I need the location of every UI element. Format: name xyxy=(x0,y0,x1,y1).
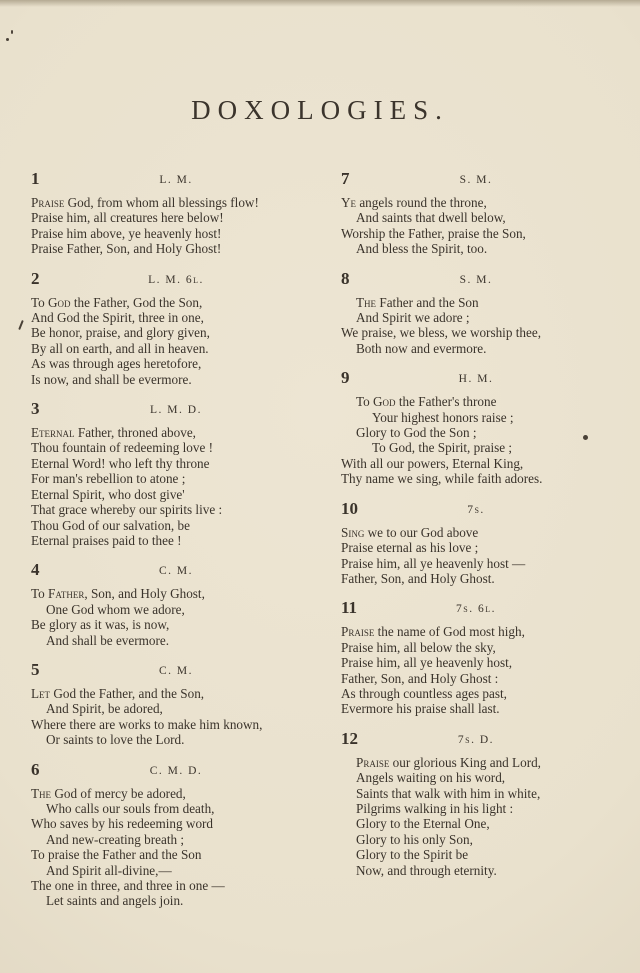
verse-line-text: Father, Son, and Holy Ghost. xyxy=(341,570,495,586)
hymn-heading xyxy=(341,500,611,520)
verse-line-text: With all our powers, Eternal King, xyxy=(341,455,524,471)
verse-line xyxy=(341,341,611,356)
hymn-meter: S. M. xyxy=(459,174,493,186)
lead-small-caps: Praise xyxy=(341,624,375,640)
verse-line-text: Where there are works to make him known, xyxy=(31,716,263,732)
verse-line-text: the Father, God the Son, xyxy=(70,294,203,310)
hymn-2 xyxy=(31,270,321,387)
verse-line xyxy=(341,241,611,256)
hymn-number: 10 xyxy=(341,498,358,518)
hymn-10 xyxy=(341,500,611,587)
verse-line xyxy=(31,210,321,225)
verse-line xyxy=(341,540,611,555)
verse-line xyxy=(31,863,321,878)
verse-line-text: Who calls our souls from death, xyxy=(46,800,215,816)
verse-line-text: Praise eternal as his love ; xyxy=(341,540,479,556)
hymn-meter: L. M. 6l. xyxy=(148,273,204,286)
hymn-11 xyxy=(341,599,611,716)
verse-line-text: That grace whereby our spirits live : xyxy=(31,502,223,518)
verse-line xyxy=(31,356,321,371)
verse-line xyxy=(31,717,321,732)
lead-small-caps: Father xyxy=(48,586,85,602)
hymn-6 xyxy=(31,761,321,909)
verse-line xyxy=(341,671,611,686)
hymn-meter: H. M. xyxy=(458,373,494,386)
verse-line xyxy=(31,832,321,847)
verse-line-text: Let saints and angels join. xyxy=(46,893,184,909)
verse-line xyxy=(341,325,611,340)
verse-line xyxy=(341,847,611,862)
verse-line xyxy=(341,394,611,409)
lead-small-caps: Eternal xyxy=(31,425,75,441)
verse-line xyxy=(341,556,611,571)
lead-small-caps: The xyxy=(356,294,377,310)
left-column xyxy=(31,170,321,922)
hymn-8 xyxy=(341,270,611,357)
lead-small-caps: Praise xyxy=(356,754,390,770)
hymn-number: 2 xyxy=(31,268,40,288)
verse-line xyxy=(341,226,611,241)
hymn-4 xyxy=(31,561,321,648)
verse-line-text: To God, the Spirit, praise ; xyxy=(372,440,513,456)
right-column xyxy=(341,170,611,891)
verse-line-text: Eternal Word! who left thy throne xyxy=(31,455,210,471)
verse-line-text: Father, Son, and Holy Ghost : xyxy=(341,670,499,686)
verse-line xyxy=(31,195,321,210)
hymn-5 xyxy=(31,661,321,748)
verse-line-text: To praise the Father and the Son xyxy=(31,847,202,863)
verse-line xyxy=(341,686,611,701)
verse-line-text: our glorious King and Lord, xyxy=(389,754,541,770)
lead-small-caps: Praise xyxy=(31,195,65,210)
verse-line xyxy=(31,816,321,831)
verse-line-text: God, from whom all blessings flow! xyxy=(64,195,259,210)
verse-line-text: Thou God of our salvation, be xyxy=(31,517,190,533)
verse-line xyxy=(31,786,321,801)
hymn-7 xyxy=(341,170,611,257)
verse-line xyxy=(31,325,321,340)
lead-small-caps: God xyxy=(373,394,396,410)
verse-line xyxy=(31,518,321,533)
verse-line-text: Praise Father, Son, and Holy Ghost! xyxy=(31,241,222,257)
verse-line-text: One God whom we adore, xyxy=(46,601,185,617)
verse-line xyxy=(341,801,611,816)
hymn-meter: C. M. D. xyxy=(149,764,203,777)
verse-line-text: And shall be evermore. xyxy=(46,632,170,648)
verse-line xyxy=(341,624,611,639)
verse-line-text: Both now and evermore. xyxy=(356,340,487,356)
verse-line-text: By all on earth, and all in heaven. xyxy=(31,340,209,356)
verse-line-text: Glory to the Eternal One, xyxy=(356,816,490,832)
verse-line-text: Or saints to love the Lord. xyxy=(46,732,185,748)
verse-line-text: God the Father, and the Son, xyxy=(50,685,205,701)
verse-line xyxy=(341,571,611,586)
verse-line-text: angels round the throne, xyxy=(356,195,487,210)
verse-line xyxy=(341,816,611,831)
hymn-meter: L. M. D. xyxy=(150,404,202,417)
hymn-heading xyxy=(31,400,321,420)
verse-line-text: To xyxy=(31,586,49,602)
verse-line-text: the Father's throne xyxy=(395,394,497,410)
verse-line xyxy=(341,456,611,471)
verse-line-text: Be honor, praise, and glory given, xyxy=(31,325,210,341)
hymn-number: 5 xyxy=(31,659,40,679)
hymn-heading xyxy=(31,561,321,581)
verse-line xyxy=(31,241,321,256)
verse-line-text: And Spirit we adore ; xyxy=(356,310,470,326)
verse-line xyxy=(341,755,611,770)
verse-line-text: Glory to the Spirit be xyxy=(356,847,469,863)
verse-line-text: Who saves by his redeeming word xyxy=(31,816,214,832)
verse-line xyxy=(341,471,611,486)
verse-line-text: we to our God above xyxy=(364,524,479,540)
verse-line xyxy=(31,440,321,455)
lead-small-caps: Let xyxy=(31,685,51,701)
hymn-number: 11 xyxy=(341,598,358,618)
ink-speck xyxy=(6,38,9,41)
verse-line-text: Praise him, all creatures here below! xyxy=(31,210,224,226)
verse-line-text: We praise, we bless, we worship thee, xyxy=(341,325,541,341)
verse-line-text: Thy name we sing, while faith adores. xyxy=(341,471,543,487)
verse-line-text: Saints that walk with him in white, xyxy=(356,785,541,801)
verse-line-text: The one in three, and three in one — xyxy=(31,878,225,893)
verse-line-text: Worship the Father, praise the Son, xyxy=(341,225,526,241)
verse-line xyxy=(31,425,321,440)
verse-line xyxy=(31,456,321,471)
verse-line-text: Praise him, all ye heavenly host, xyxy=(341,655,513,671)
hymn-12 xyxy=(341,730,611,878)
verse-line-text: And God the Spirit, three in one, xyxy=(31,310,204,326)
verse-line-text: Glory to God the Son ; xyxy=(356,425,477,441)
verse-line xyxy=(341,310,611,325)
hymn-1 xyxy=(31,170,321,257)
verse-line xyxy=(31,893,321,908)
verse-line-text: To xyxy=(356,394,374,410)
lead-small-caps: God xyxy=(48,294,71,310)
verse-line xyxy=(341,863,611,878)
verse-line-text: , Son, and Holy Ghost, xyxy=(84,586,205,602)
verse-line xyxy=(31,471,321,486)
verse-line-text: And Spirit, be adored, xyxy=(46,701,163,717)
verse-line-text: To xyxy=(31,294,49,310)
verse-line-text: Thou fountain of redeeming love ! xyxy=(31,440,214,456)
hymn-number: 7 xyxy=(341,169,350,188)
verse-line xyxy=(31,847,321,862)
verse-line-text: Angels waiting on his word, xyxy=(356,770,506,786)
verse-line xyxy=(31,732,321,747)
hymn-number: 3 xyxy=(31,399,40,419)
verse-line xyxy=(341,425,611,440)
hymn-heading xyxy=(31,661,321,681)
verse-line xyxy=(31,533,321,548)
hymn-heading xyxy=(341,599,611,619)
hymn-meter: C. M. xyxy=(158,664,194,677)
verse-line xyxy=(31,502,321,517)
verse-line xyxy=(341,210,611,225)
page-edge-shadow xyxy=(0,0,640,7)
hymn-heading xyxy=(341,270,611,290)
hymn-meter: L. M. xyxy=(159,174,193,186)
verse-line xyxy=(341,195,611,210)
verse-line-text: As through countless ages past, xyxy=(341,685,507,701)
verse-line xyxy=(341,525,611,540)
hymn-meter: C. M. xyxy=(158,565,194,578)
verse-line-text: the name of God most high, xyxy=(374,624,525,640)
verse-line xyxy=(31,310,321,325)
verse-line-text: Eternal praises paid to thee ! xyxy=(31,532,182,548)
hymn-heading xyxy=(31,170,321,190)
verse-line xyxy=(31,226,321,241)
verse-line-text: Eternal Spirit, who dost give' xyxy=(31,486,185,502)
verse-line-text: Praise him above, ye heavenly host! xyxy=(31,225,222,241)
hymn-number: 1 xyxy=(31,169,40,188)
verse-line xyxy=(341,655,611,670)
ink-speck xyxy=(583,435,588,440)
hymn-meter: 7s. 6l. xyxy=(456,603,496,616)
verse-line-text: Is now, and shall be evermore. xyxy=(31,371,192,387)
hymn-meter: 7s. xyxy=(467,503,485,516)
hymn-heading xyxy=(31,761,321,781)
verse-line-text: Praise him, all ye heavenly host — xyxy=(341,555,526,571)
hymn-meter: 7s. D. xyxy=(457,733,495,746)
verse-line-text: Pilgrims walking in his light : xyxy=(356,800,514,816)
verse-line-text: For man's rebellion to atone ; xyxy=(31,471,186,487)
hymn-columns xyxy=(0,126,640,922)
verse-line-text: And Spirit all-divine,— xyxy=(46,862,172,878)
verse-line xyxy=(341,640,611,655)
hymn-number: 4 xyxy=(31,560,40,580)
verse-line-text: And saints that dwell below, xyxy=(356,210,506,226)
verse-line-text: Now, and through eternity. xyxy=(356,862,497,878)
lead-small-caps: The xyxy=(31,785,52,801)
hymn-number: 6 xyxy=(31,759,40,779)
verse-line-text: Be glory as it was, is now, xyxy=(31,617,170,633)
verse-line-text: Praise him, all below the sky, xyxy=(341,639,496,655)
verse-line xyxy=(31,633,321,648)
verse-line xyxy=(341,295,611,310)
verse-line xyxy=(31,372,321,387)
verse-line xyxy=(31,801,321,816)
verse-line xyxy=(31,295,321,310)
verse-line xyxy=(341,770,611,785)
hymn-number: 12 xyxy=(341,728,358,748)
hymn-heading xyxy=(31,270,321,290)
hymn-heading xyxy=(341,369,611,389)
verse-line xyxy=(31,586,321,601)
verse-line-text: God of mercy be adored, xyxy=(51,785,186,801)
ink-speck xyxy=(11,30,13,34)
verse-line xyxy=(341,786,611,801)
hymn-9 xyxy=(341,369,611,486)
hymn-meter: S. M. xyxy=(459,273,493,286)
verse-line-text: Your highest honors raise ; xyxy=(372,409,514,425)
verse-line xyxy=(31,878,321,893)
verse-line xyxy=(31,487,321,502)
verse-line xyxy=(341,410,611,425)
verse-line xyxy=(341,701,611,716)
hymn-heading xyxy=(341,730,611,750)
hymn-heading xyxy=(341,170,611,190)
lead-small-caps: Ye xyxy=(341,195,357,210)
verse-line xyxy=(31,617,321,632)
verse-line xyxy=(31,341,321,356)
hymn-number: 8 xyxy=(341,268,350,288)
verse-line xyxy=(31,602,321,617)
lead-small-caps: Sing xyxy=(341,524,365,540)
verse-line xyxy=(31,701,321,716)
verse-line-text: And new-creating breath ; xyxy=(46,831,185,847)
verse-line-text: As was through ages heretofore, xyxy=(31,356,202,372)
verse-line-text: Glory to his only Son, xyxy=(356,831,473,847)
verse-line-text: Father and the Son xyxy=(376,294,479,310)
page-title: DOXOLOGIES. xyxy=(191,95,449,125)
hymn-number: 9 xyxy=(341,368,350,388)
verse-line xyxy=(341,832,611,847)
verse-line-text: And bless the Spirit, too. xyxy=(356,241,488,257)
verse-line xyxy=(341,440,611,455)
verse-line-text: Evermore his praise shall last. xyxy=(341,701,500,717)
verse-line-text: Father, throned above, xyxy=(74,425,196,441)
verse-line xyxy=(31,686,321,701)
hymn-3 xyxy=(31,400,321,548)
